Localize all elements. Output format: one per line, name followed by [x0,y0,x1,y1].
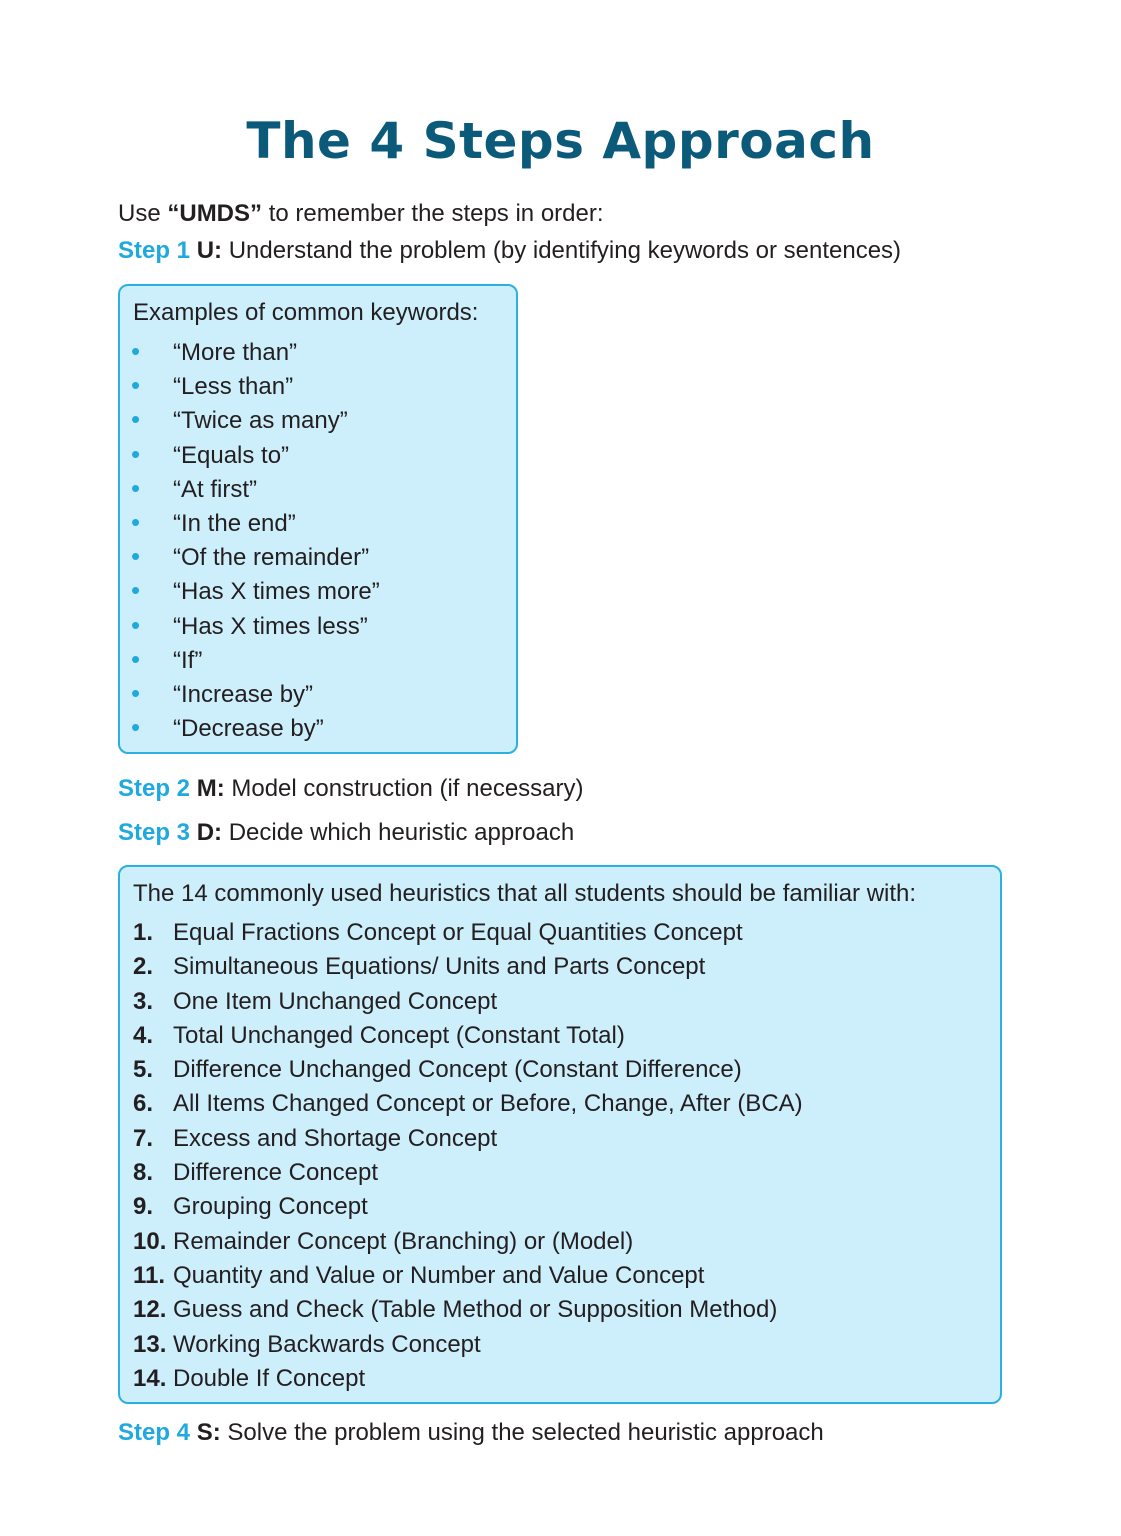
heuristic-number: 12. [133,1296,167,1324]
heuristic-text: All Items Changed Concept or Before, Change, After (BCA) [173,1090,803,1118]
heuristic-text: Difference Unchanged Concept (Constant Difference) [173,1056,742,1084]
intro-line [118,199,604,229]
heuristic-number: 5. [133,1056,154,1084]
bullet-icon: • [131,336,141,366]
keyword-text: “In the end” [173,509,296,537]
heuristic-text: Double If Concept [173,1364,366,1392]
keyword-text: “More than” [173,339,298,366]
step-1-label: Step 1 [118,237,191,264]
bullet-icon: • [131,438,141,469]
bullet-icon: • [131,643,141,674]
keyword-text: “Has X times less” [173,612,368,640]
step-3-letter: D: [196,819,223,846]
step-2-label: Step 2 [118,775,191,802]
keyword-text: “Equals to” [173,441,290,469]
heuristic-text: Difference Concept [173,1159,379,1187]
keyword-text: “Of the remainder” [173,544,370,572]
heuristic-number: 4. [133,1021,154,1049]
heuristic-number: 3. [133,987,154,1015]
heuristic-text: Working Backwards Concept [173,1330,481,1358]
step-1 [118,236,901,266]
heuristic-number: 7. [133,1124,154,1152]
bullet-icon: • [131,677,141,708]
keyword-text: “If” [173,646,203,674]
heuristic-text: Equal Fractions Concept or Equal Quantities Concept [173,919,743,946]
bullet-icon: • [131,712,141,743]
heuristic-number: 13. [133,1330,167,1358]
heuristic-number: 1. [133,919,154,946]
step-2 [118,774,584,804]
step-3-label: Step 3 [118,819,191,846]
keyword-text: “Less than” [173,373,294,401]
step-3-text: Decide which heuristic approach [228,819,575,846]
bullet-icon: • [131,541,141,572]
bullet-icon: • [131,472,141,503]
heuristic-text: Simultaneous Equations/ Units and Parts Concept [173,953,706,981]
step-4 [118,1418,824,1448]
intro-suffix: to remember the steps in order: [262,200,604,227]
step-1-text: Understand the problem (by identifying keywords or sentences) [228,237,902,264]
heuristic-text: Total Unchanged Concept (Constant Total) [173,1021,625,1049]
heuristic-text: Remainder Concept (Branching) or (Model) [173,1227,634,1255]
heuristic-number: 6. [133,1090,154,1118]
keywords-heading: Examples of common keywords: [133,299,479,326]
heuristics-heading: The 14 commonly used heuristics that all students should be familiar with: [133,880,917,907]
heuristic-number: 8. [133,1159,154,1187]
heuristic-number: 11. [133,1261,166,1289]
keywords-box [118,284,518,754]
heuristic-number: 10. [133,1227,167,1255]
page-title: The 4 Steps Approach [246,111,875,170]
bullet-icon: • [131,370,141,401]
heuristics-box [118,865,1002,1404]
heuristic-text: Excess and Shortage Concept [173,1124,498,1152]
heuristic-number: 9. [133,1193,154,1221]
heuristic-number: 2. [133,953,154,981]
step-4-label: Step 4 [118,1419,191,1446]
intro-acronym: “UMDS” [167,200,263,227]
bullet-icon: • [131,404,141,435]
keyword-text: “Decrease by” [173,715,324,743]
heuristic-text: Guess and Check (Table Method or Supposition Method) [173,1296,778,1324]
keyword-text: “Has X times more” [173,578,380,606]
bullet-icon: • [131,609,141,640]
heuristic-text: Quantity and Value or Number and Value Concept [173,1261,705,1289]
heuristic-number: 14. [133,1364,167,1392]
bullet-icon: • [131,506,141,537]
step-2-text: Model construction (if necessary) [231,775,584,802]
step-1-letter: U: [196,237,223,264]
step-2-letter: M: [196,775,225,802]
step-3 [118,818,574,848]
keyword-text: “Twice as many” [173,407,348,435]
keyword-text: “At first” [173,475,257,503]
bullet-icon: • [131,575,141,606]
heuristic-text: Grouping Concept [173,1193,368,1221]
heuristic-text: One Item Unchanged Concept [173,987,498,1015]
intro-prefix: Use [118,200,168,227]
keyword-text: “Increase by” [173,680,314,708]
step-4-letter: S: [196,1419,221,1446]
step-4-text: Solve the problem using the selected heuristic approach [227,1419,824,1446]
